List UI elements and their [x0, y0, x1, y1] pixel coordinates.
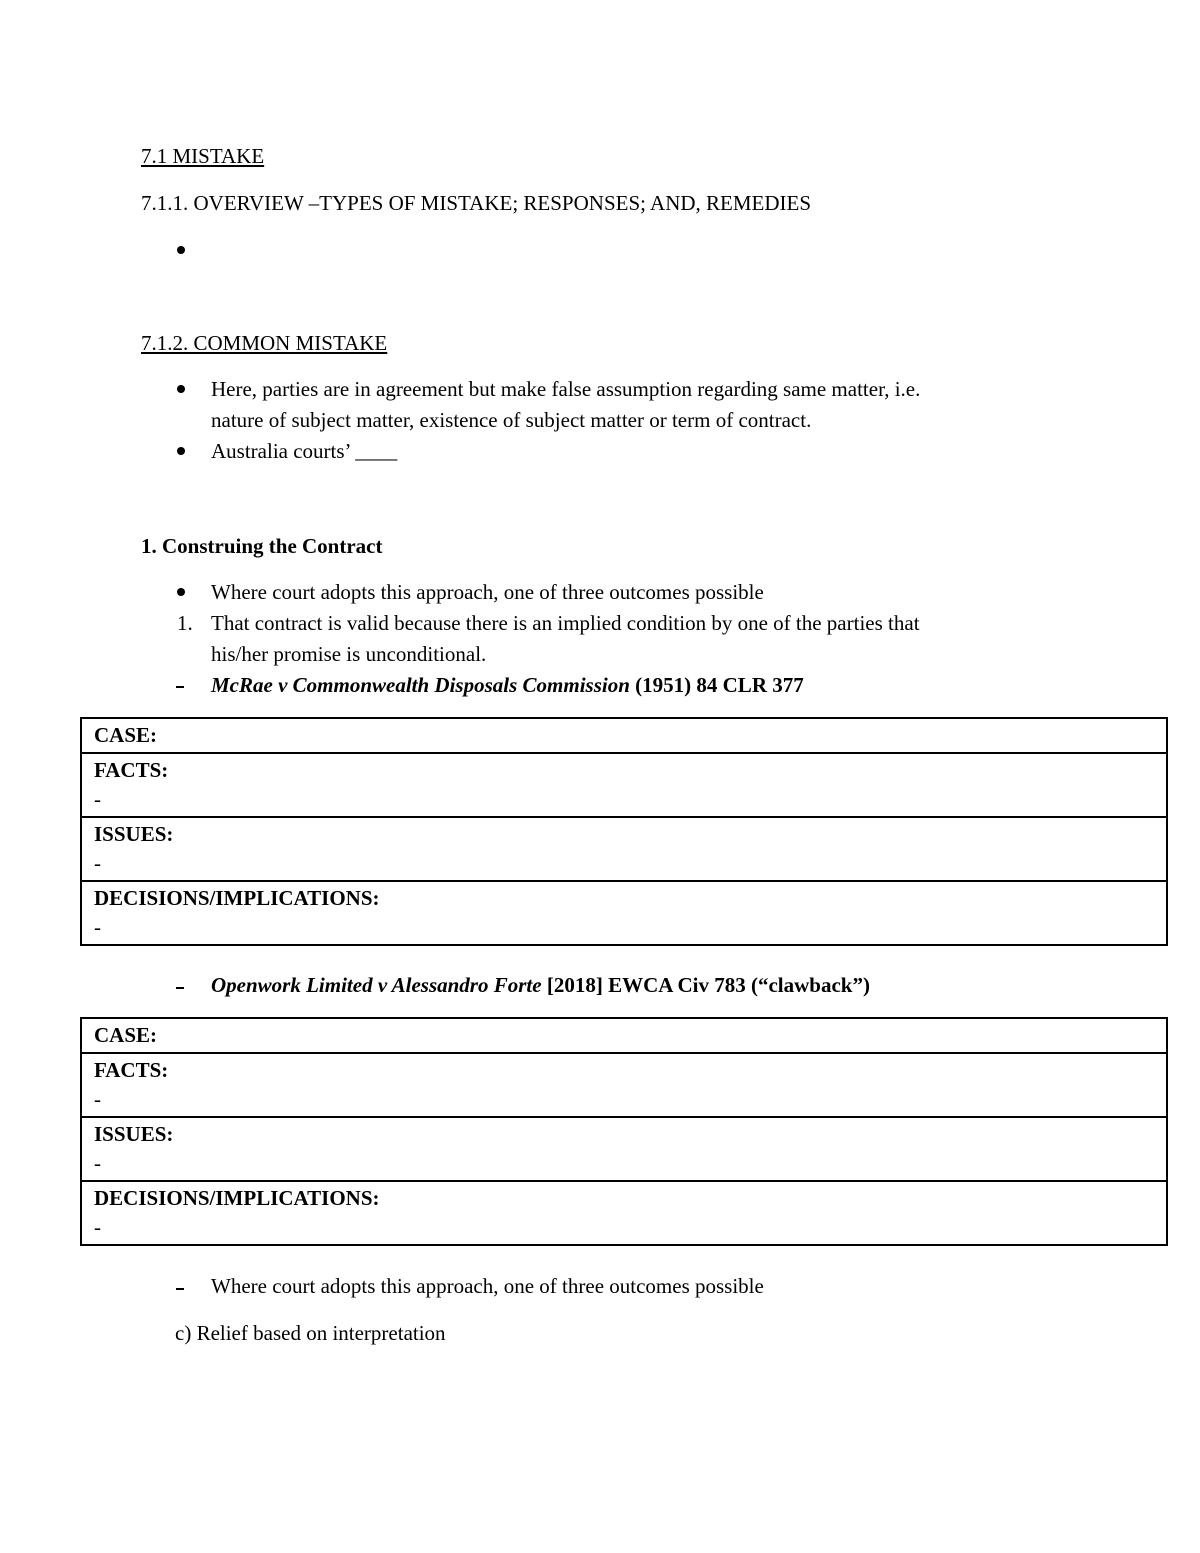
issues-value: - [94, 851, 101, 875]
heading-mistake: 7.1 MISTAKE [141, 144, 265, 168]
issues-cell [81, 817, 1167, 881]
table-row [81, 1053, 1167, 1117]
bullet-text-continuation: nature of subject matter, existence of subject matter or term of contract. [211, 408, 812, 432]
case-name: McRae v Commonwealth Disposals Commission [211, 673, 630, 697]
facts-label: FACTS: [94, 758, 169, 782]
bullet-icon [177, 447, 185, 455]
bullet-text: Here, parties are in agreement but make false assumption regarding same matter, i.e. [211, 377, 921, 401]
table-row [81, 753, 1167, 817]
heading-overview: 7.1.1. OVERVIEW –TYPES OF MISTAKE; RESPONSES; AND, REMEDIES [141, 191, 812, 215]
issues-cell [81, 1117, 1167, 1181]
case-label: CASE: [94, 723, 158, 747]
table-row [81, 881, 1167, 945]
decisions-value: - [94, 915, 101, 939]
table-row [81, 1181, 1167, 1245]
closing-dash-text: Where court adopts this approach, one of three outcomes possible [211, 1274, 764, 1298]
facts-cell [81, 1053, 1167, 1117]
decisions-cell [81, 1181, 1167, 1245]
facts-value: - [94, 787, 101, 811]
case-cell [81, 1018, 1167, 1053]
facts-cell [81, 753, 1167, 817]
bullet-icon [177, 246, 185, 254]
case-citation [211, 973, 870, 997]
table-row [81, 817, 1167, 881]
case-cell [81, 718, 1167, 753]
dash-icon [176, 987, 184, 989]
case-reference: (1951) 84 CLR 377 [629, 673, 804, 697]
bullet-text: Where court adopts this approach, one of three outcomes possible [211, 580, 764, 604]
bullet-icon [177, 385, 185, 393]
table-row [81, 1117, 1167, 1181]
heading-common-mistake: 7.1.2. COMMON MISTAKE [141, 331, 388, 355]
decisions-label: DECISIONS/IMPLICATIONS: [94, 886, 380, 910]
case-reference: [2018] EWCA Civ 783 (“clawback”) [541, 973, 870, 997]
issues-value: - [94, 1151, 101, 1175]
decisions-value: - [94, 1215, 101, 1239]
issues-label: ISSUES: [94, 1122, 174, 1146]
facts-label: FACTS: [94, 1058, 169, 1082]
dash-icon [176, 1288, 184, 1290]
decisions-label: DECISIONS/IMPLICATIONS: [94, 1186, 380, 1210]
facts-value: - [94, 1087, 101, 1111]
table-row [81, 1018, 1167, 1053]
numbered-item-text: That contract is valid because there is an implied condition by one of the parties that [211, 611, 920, 635]
case-table [80, 1017, 1168, 1246]
numbered-item-continuation: his/her promise is unconditional. [211, 642, 487, 666]
dash-icon [176, 686, 184, 688]
case-label: CASE: [94, 1023, 158, 1047]
list-number: 1. [177, 611, 193, 635]
decisions-cell [81, 881, 1167, 945]
case-name: Openwork Limited v Alessandro Forte [211, 973, 542, 997]
issues-label: ISSUES: [94, 822, 174, 846]
bullet-text: Australia courts’ ____ [211, 439, 398, 463]
bullet-icon [177, 588, 185, 596]
heading-construing-contract: 1. Construing the Contract [141, 534, 383, 558]
case-table [80, 717, 1168, 946]
relief-line: c) Relief based on interpretation [175, 1321, 446, 1345]
case-citation [211, 673, 804, 697]
table-row [81, 718, 1167, 753]
